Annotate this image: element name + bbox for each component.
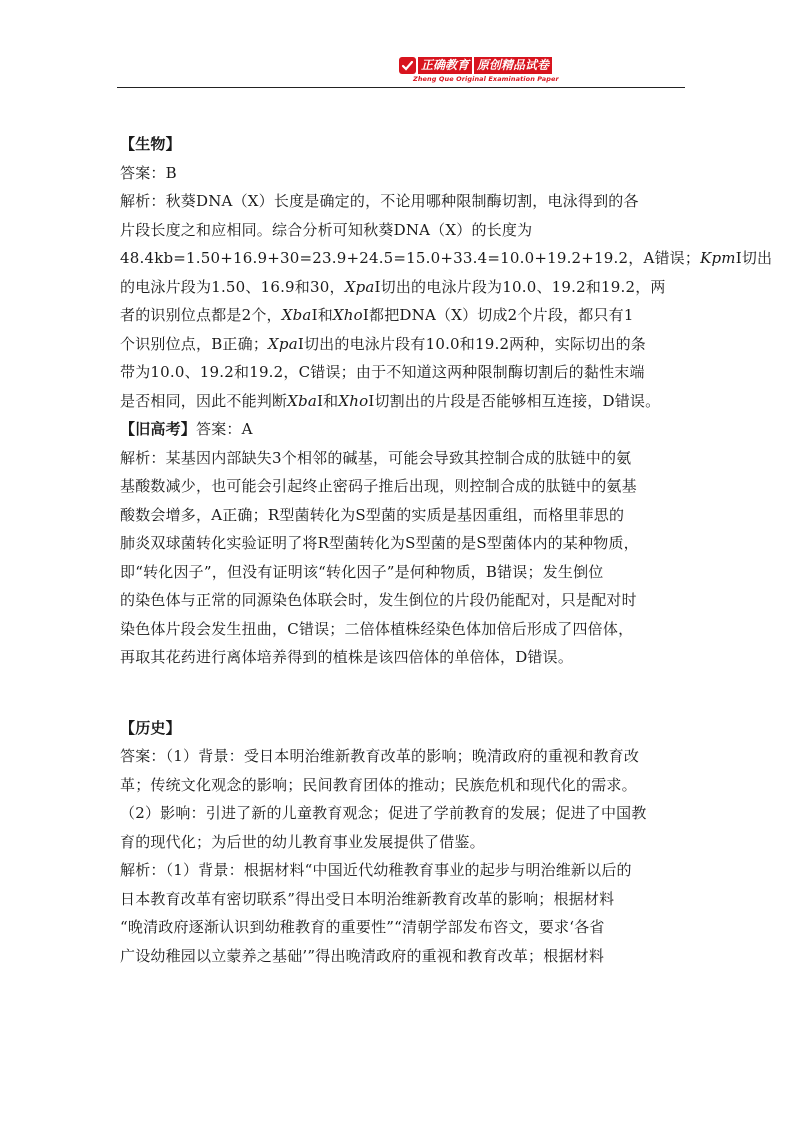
old-exam-title: 【旧高考】 <box>120 420 197 438</box>
biology-explanation-line: 者的识别位点都是2个，XbaI和XhoI都把DNA（X）切成2个片段，都只有1 <box>120 306 634 324</box>
biology-explanation-line: 48.4kb=1.50+16.9+30=23.9+24.5=15.0+33.4=10.0+19.2+19.2，A错误；KpmI切出 <box>120 249 773 267</box>
logo-text-right: 原创精品试卷 <box>474 57 552 74</box>
enzyme-xba: Xba <box>281 306 312 324</box>
header-divider <box>117 87 685 88</box>
old-exam-explanation-line: 的染色体与正常的同源染色体联会时，发生倒位的片段仍能配对，只是配对时 <box>120 591 637 609</box>
old-exam-answer: 答案：A <box>196 420 253 438</box>
enzyme-xpa: Xpa <box>344 277 375 296</box>
history-answer-line: （2）影响：引进了新的儿童教育观念；促进了学前教育的发展；促进了中国教 <box>120 804 647 822</box>
old-exam-explanation-line: 再取其花药进行离体培养得到的植株是该四倍体的单倍体，D错误。 <box>120 648 574 666</box>
biology-explanation-line: 带为10.0、19.2和19.2，C错误；由于不知道这两种限制酶切割后的黏性末端 <box>120 363 645 381</box>
biology-title: 【生物】 <box>120 135 181 153</box>
enzyme-kpm: Kpm <box>700 249 736 267</box>
old-exam-explanation-line: 染色体片段会发生扭曲，C错误；二倍体植株经染色体加倍后形成了四倍体， <box>120 619 634 638</box>
enzyme-xba: Xba <box>287 391 318 410</box>
biology-explanation-line: 片段长度之和应相同。综合分析可知秋葵DNA（X）的长度为 <box>120 220 533 239</box>
brand-logo <box>399 56 559 86</box>
biology-explanation-line: 是否相同，因此不能判断XbaI和XhoI切割出的片段是否能够相互连接，D错误。 <box>120 391 661 410</box>
old-exam-explanation-line: 解析：某基因内部缺失3个相邻的碱基，可能会导致其控制合成的肽链中的氨 <box>120 448 632 467</box>
page-header <box>117 52 685 88</box>
history-explanation-line: 解析：（1）背景：根据材料“中国近代幼稚教育事业的起步与明治维新以后的 <box>120 861 632 879</box>
biology-explanation-line: 个识别位点，B正确；XpaI切出的电泳片段有10.0和19.2两种，实际切出的条 <box>120 334 646 353</box>
history-answer-line: 革；传统文化观念的影响；民间教育团体的推动；民族危机和现代化的需求。 <box>120 775 637 794</box>
enzyme-xho: Xho <box>332 306 363 324</box>
biology-explanation-line: 解析：秋葵DNA（X）长度是确定的，不论用哪种限制酶切割，电泳得到的各 <box>120 192 639 210</box>
enzyme-xho: Xho <box>338 391 369 410</box>
history-answer-line: 答案：（1）背景：受日本明治维新教育改革的影响；晚清政府的重视和教育改 <box>120 747 640 765</box>
logo-text-left: 正确教育 <box>418 57 472 74</box>
history-explanation-line: 日本教育改革有密切联系”得出受日本明治维新教育改革的影响；根据材料 <box>120 889 615 908</box>
history-explanation-line: “晚清政府逐渐认识到幼稚教育的重要性”“清朝学部发布咨文，要求‘各省 <box>120 918 605 936</box>
checkmark-icon <box>399 57 416 74</box>
old-exam-explanation-line: 肺炎双球菌转化实验证明了将R型菌转化为S型菌的是S型菌体内的某种物质， <box>120 534 639 552</box>
biology-explanation-line: 的电泳片段为1.50、16.9和30，XpaI切出的电泳片段为10.0、19.2和19.2，两 <box>120 277 666 296</box>
old-exam-explanation-line: 即“转化因子”，但没有证明该“转化因子”是何种物质，B错误；发生倒位 <box>120 562 604 581</box>
document-body <box>120 130 773 970</box>
old-exam-header <box>120 415 690 444</box>
biology-answer: 答案：B <box>120 163 177 182</box>
enzyme-xpa: Xpa <box>268 334 298 353</box>
logo-subtitle: Zheng Que Original Examination Paper <box>413 75 559 83</box>
old-exam-explanation-line: 酸数会增多，A正确；R型菌转化为S型菌的实质是基因重组，而格里菲思的 <box>120 505 625 524</box>
history-title: 【历史】 <box>120 718 181 737</box>
history-explanation-line: 广设幼稚园以立蒙养之基础’”得出晚清政府的重视和教育改革；根据材料 <box>120 946 605 965</box>
history-answer-line: 育的现代化；为后世的幼儿教育事业发展提供了借鉴。 <box>120 832 485 851</box>
old-exam-explanation-line: 基酸数减少，也可能会引起终止密码子推后出现，则控制合成的肽链中的氨基 <box>120 477 637 495</box>
